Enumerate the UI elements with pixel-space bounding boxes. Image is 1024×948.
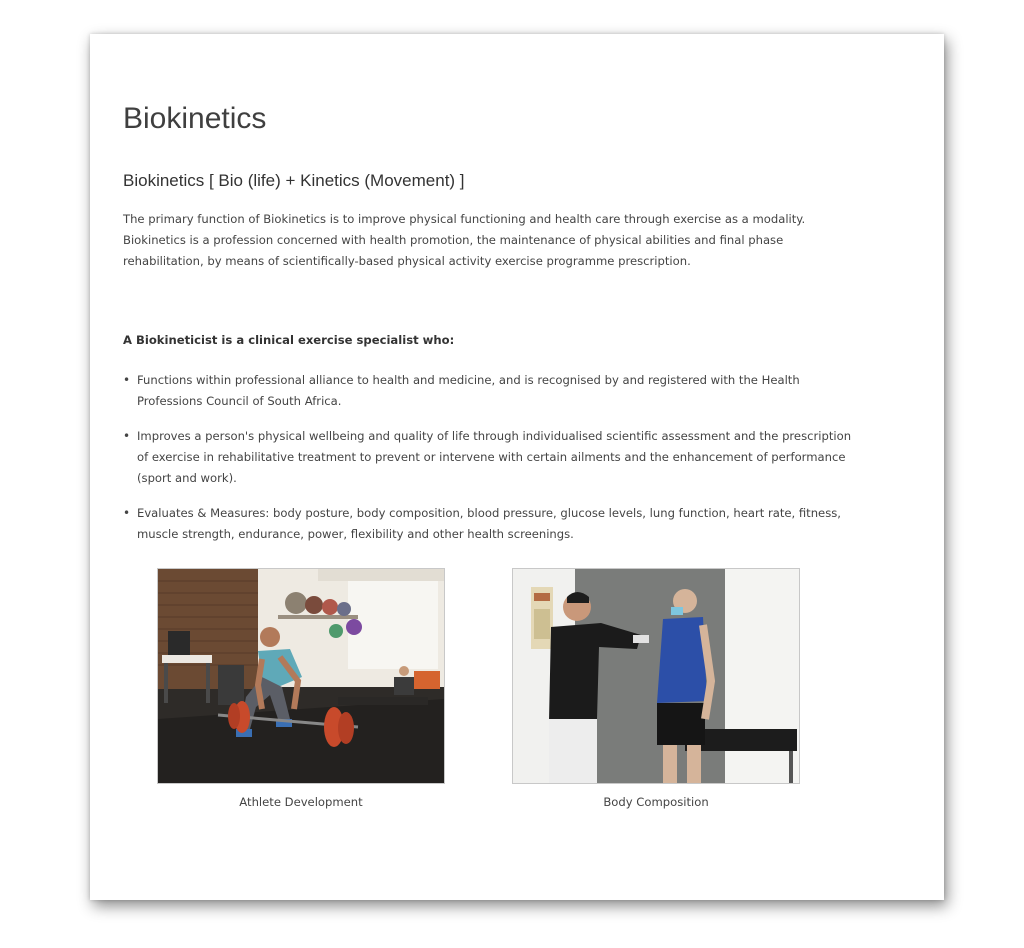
- bullet-icon: •: [123, 429, 131, 443]
- page-title: Biokinetics: [123, 102, 267, 135]
- list-heading: A Biokineticist is a clinical exercise specialist who:: [123, 333, 455, 347]
- list-item: [123, 370, 853, 412]
- list-item-text: Functions within professional alliance to health and medicine, and is recognised by and registered with the Health Professions Council of South Africa.: [137, 373, 800, 408]
- bullet-icon: •: [123, 506, 131, 520]
- intro-paragraph: The primary function of Biokinetics is to improve physical functioning and health care through exercise as a modality. Biokinetics is a profession concerned with health promotion, the maintenance of physical abilities and final phase rehabilitation, by means of scientifically-based physical activity exercise programme prescription.: [123, 212, 806, 268]
- list-item: [123, 426, 853, 489]
- gym-deadlift-photo: [157, 568, 445, 784]
- figure-caption: Athlete Development: [239, 795, 363, 809]
- content-card: [90, 34, 944, 900]
- list-item: [123, 503, 853, 545]
- list-item-text: Improves a person's physical wellbeing and quality of life through individualised scientific assessment and the prescription of exercise in rehabilitative treatment to prevent or intervene with certain ailments and the enhancement of performance (sport and work).: [137, 429, 852, 485]
- list-item-text: Evaluates & Measures: body posture, body composition, blood pressure, glucose levels, lung function, heart rate, fitness, muscle strength, endurance, power, flexibility and other health screenings.: [137, 506, 841, 541]
- page-subtitle: Biokinetics [ Bio (life) + Kinetics (Movement) ]: [123, 171, 465, 190]
- figure-caption: Body Composition: [603, 795, 709, 809]
- figure-body-composition: [512, 568, 800, 810]
- figure-athlete-development: [157, 568, 445, 810]
- clinic-measurement-photo: [512, 568, 800, 784]
- bullet-list: [123, 370, 853, 559]
- bullet-icon: •: [123, 373, 131, 387]
